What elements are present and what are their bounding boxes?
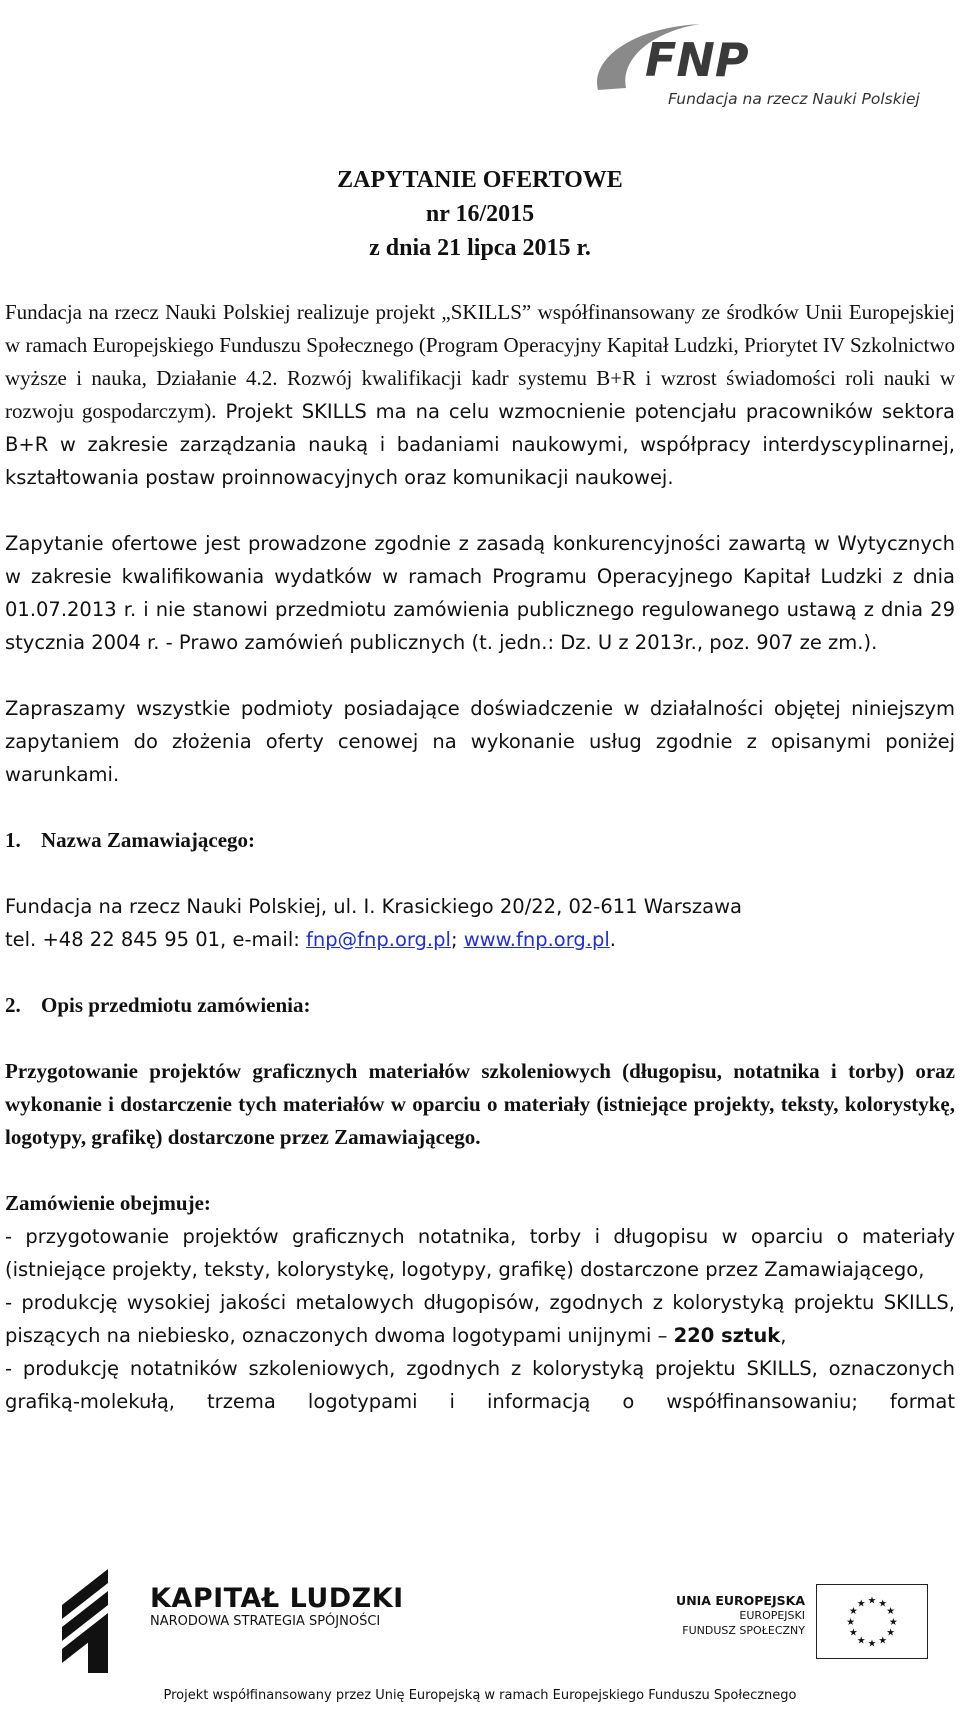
eu-star-icon: ★ <box>846 1616 855 1628</box>
logo-text: FNP <box>645 33 749 87</box>
document-date: z dnia 21 lipca 2015 r. <box>369 235 591 261</box>
eu-star-icon: ★ <box>878 1635 888 1647</box>
eu-star-icon: ★ <box>856 1635 866 1647</box>
eu-title: UNIA EUROPEJSKA <box>676 1593 805 1608</box>
eu-star-icon: ★ <box>886 1606 895 1618</box>
kapital-ludzki-logo-icon <box>58 1565 138 1677</box>
logo-subtitle: Fundacja na rzecz Nauki Polskiej <box>668 90 920 108</box>
intro-paragraph-1 <box>5 296 955 494</box>
intro-paragraph-2: Zapytanie ofertowe jest prowadzone zgodnie z zasadą konkurencyjności zawartą w Wytycznych w zakresie kwalifikowania wydatków w ramach Programu Operacyjnego Kapitał Ludzki z dnia 01.07.2013 r. i nie stanowi przedmiotu zamówienia publicznego regulowanego ustawą z dnia 29 stycznia 2004 r. - Prawo zamówień publicznych (t. jedn.: Dz. U z 2013r., poz. 907 ze zm.). <box>5 532 955 654</box>
email-link[interactable]: fnp@fnp.org.pl <box>306 928 451 951</box>
kapital-ludzki-subtitle: NARODOWA STRATEGIA SPÓJNOŚCI <box>150 1614 381 1629</box>
eu-star-icon: ★ <box>886 1627 895 1639</box>
cofinancing-note: Projekt współfinansowany przez Unię Europejską w ramach Europejskiego Funduszu Społecznego <box>163 1688 797 1703</box>
scope-item-2-text: - produkcję wysokiej jakości metalowych długopisów, zgodnych z kolorystyką projektu SKILLS, piszących na niebiesko, oznaczonych dwoma logotypami unijnymi – <box>5 1291 955 1347</box>
eu-star-icon: ★ <box>867 1595 877 1607</box>
section-1-number: 1. <box>5 828 21 852</box>
document-title: ZAPYTANIE OFERTOWE <box>337 167 623 193</box>
eu-star-icon: ★ <box>878 1598 888 1610</box>
ordering-party-address: Fundacja na rzecz Nauki Polskiej, ul. I. Krasickiego 20/22, 02-611 Warszawa <box>5 895 742 918</box>
section-2-number: 2. <box>5 993 21 1017</box>
eu-line-2: EUROPEJSKI <box>739 1609 805 1622</box>
eu-star-icon: ★ <box>849 1627 858 1639</box>
eu-text <box>630 1593 805 1638</box>
eu-star-icon: ★ <box>889 1616 898 1628</box>
eu-flag-icon <box>816 1584 928 1659</box>
section-2-heading <box>5 989 955 1022</box>
scope-item-2-end: , <box>780 1324 787 1347</box>
scope-item-2-quantity: 220 sztuk <box>673 1324 781 1347</box>
document-number: nr 16/2015 <box>425 201 535 227</box>
ordering-party-contact <box>5 923 955 956</box>
contact-prefix: tel. +48 22 845 95 01, e-mail: <box>5 928 307 951</box>
document-body <box>5 296 955 1418</box>
eu-star-icon: ★ <box>867 1638 877 1650</box>
intro-paragraph-1-start: Fundacja na rzecz Nauki Polskiej realizuje projekt „SKILLS” współfinansowany ze środków Unii Europejskiej w ramach Europejskiego Funduszu Społecznego (Program Operacyjny Kapitał Ludzki, Priorytet IV Szkolnictwo wyższe i nauka, Działanie 4.2. Rozwój kwalifikacji kadr systemu B+R i wzrost świadomości roli nauki w rozwoju gospodarczym). <box>5 300 955 423</box>
eu-star-icon: ★ <box>856 1598 866 1610</box>
eu-line-3: FUNDUSZ SPOŁECZNY <box>682 1624 805 1637</box>
section-2-title: Opis przedmiotu zamówienia: <box>41 993 311 1017</box>
kapital-ludzki-text <box>150 1584 404 1630</box>
contact-end: . <box>609 928 616 951</box>
fnp-logo <box>590 20 960 120</box>
scope-item-1: - przygotowanie projektów graficznych notatnika, torby i długopisu w oparciu o materiały (istniejące projekty, teksty, kolorystykę, logotypy, grafikę) dostarczone przez Zamawiającego, <box>5 1225 955 1281</box>
scope-item-3: - produkcję notatników szkoleniowych, zgodnych z kolorystyką projektu SKILLS, oznaczonych grafiką-molekułą, trzema logotypami i informacją o współfinansowaniu; format <box>5 1357 955 1413</box>
contact-separator: ; <box>450 928 464 951</box>
document-header <box>0 163 960 265</box>
intro-paragraph-3: Zapraszamy wszystkie podmioty posiadające doświadczenie w działalności objętej niniejszym zapytaniem do złożenia oferty cenowej na wykonanie usług zgodnie z opisanymi poniżej warunkami. <box>5 697 955 786</box>
scope-item-2 <box>5 1286 955 1352</box>
section-1-heading <box>5 824 955 857</box>
order-summary: Przygotowanie projektów graficznych materiałów szkoleniowych (długopisu, notatnika i torby) oraz wykonanie i dostarczenie tych materiałów w oparciu o materiały (istniejące projekty, teksty, kolorystykę, logotypy, grafikę) dostarczone przez Zamawiającego. <box>5 1059 955 1149</box>
website-link[interactable]: www.fnp.org.pl <box>463 928 610 951</box>
eu-star-icon: ★ <box>849 1606 858 1618</box>
intro-paragraph-1-end: Projekt SKILLS ma na celu wzmocnienie potencjału pracowników sektora B+R w zakresie zarządzania nauką i badaniami naukowymi, współpracy interdyscyplinarnej, kształtowania postaw proinnowacyjnych oraz komunikacji naukowej. <box>5 400 955 489</box>
section-1-title: Nazwa Zamawiającego: <box>41 828 256 852</box>
kapital-ludzki-title: KAPITAŁ LUDZKI <box>150 1583 404 1614</box>
scope-heading: Zamówienie obejmuje: <box>5 1191 211 1215</box>
